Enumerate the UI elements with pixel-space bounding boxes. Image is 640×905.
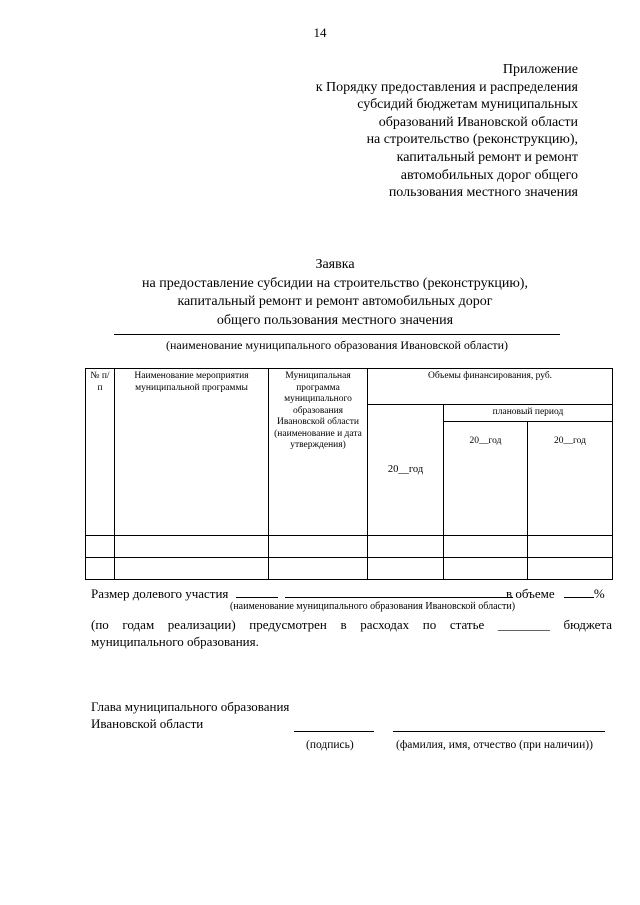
body-word: в xyxy=(340,617,347,632)
body-word: годам xyxy=(122,617,155,632)
header-year-plan-1: 20__год xyxy=(444,421,528,535)
title-line: на предоставление субсидии на строительство (реконструкцию), xyxy=(142,275,528,291)
share-extent xyxy=(506,586,605,602)
full-name-line[interactable] xyxy=(393,731,605,732)
table-row xyxy=(86,535,613,557)
share-municipality-blank[interactable] xyxy=(285,587,513,598)
page-number: 14 xyxy=(313,25,327,40)
appendix-line: пользования местного значения xyxy=(388,185,578,201)
table-cell[interactable] xyxy=(269,557,368,579)
share-percent-blank[interactable] xyxy=(564,587,594,598)
head-title-line: Ивановской области xyxy=(91,716,204,731)
header-event: Наименование мероприятия муниципальной программы xyxy=(115,369,269,536)
body-word: по xyxy=(422,617,437,632)
budget-article-blank[interactable]: ________ xyxy=(497,617,550,632)
appendix-line: субсидий бюджетам муниципальных xyxy=(357,97,578,113)
title-line: общего пользования местного значения xyxy=(216,312,454,328)
appendix-line: Приложение xyxy=(502,62,578,77)
appendix-block xyxy=(316,61,578,202)
appendix-line: капитальный ремонт и ремонт xyxy=(396,149,578,165)
share-extent-label: в объеме xyxy=(506,586,555,601)
signature-line[interactable] xyxy=(294,731,374,732)
body-word: бюджета xyxy=(563,617,613,632)
appendix-line: автомобильных дорог общего xyxy=(400,167,578,183)
table-cell[interactable] xyxy=(115,535,269,557)
table-cell[interactable] xyxy=(444,535,528,557)
body-word: предусмотрен xyxy=(249,617,327,632)
full-name-caption: (фамилия, имя, отчество (при наличии)) xyxy=(396,739,593,751)
funding-table xyxy=(85,368,613,580)
header-planned-period: плановый период xyxy=(444,405,613,422)
share-caption: (наименование муниципального образования Ивановской области) xyxy=(230,601,516,612)
title-line: Заявка xyxy=(315,257,355,272)
body-line-2: муниципального образования. xyxy=(91,634,259,649)
table-cell[interactable] xyxy=(86,535,115,557)
share-line xyxy=(91,586,513,602)
share-label: Размер долевого участия xyxy=(91,586,229,601)
table-cell[interactable] xyxy=(528,535,613,557)
municipality-name-line xyxy=(114,334,560,335)
share-percent-sign: % xyxy=(593,586,605,601)
table-cell[interactable] xyxy=(368,535,444,557)
table-cell[interactable] xyxy=(444,557,528,579)
signature-caption: (подпись) xyxy=(306,739,354,751)
application-title xyxy=(0,256,640,330)
body-justified-line xyxy=(91,615,612,635)
body-word: статье xyxy=(449,617,485,632)
municipality-caption: (наименование муниципального образования Ивановской области) xyxy=(165,338,509,352)
header-number: № п/п xyxy=(86,369,115,536)
table-cell[interactable] xyxy=(115,557,269,579)
appendix-line: образований Ивановской области xyxy=(378,114,578,130)
head-signature-block xyxy=(91,698,289,732)
table-cell[interactable] xyxy=(86,557,115,579)
table-cell[interactable] xyxy=(528,557,613,579)
header-program: Муниципальная программа муниципального образования Ивановской области (наименование и дата утверждения) xyxy=(269,369,368,536)
body-word: (по xyxy=(91,617,109,632)
share-blank-short[interactable] xyxy=(236,587,278,598)
table-row xyxy=(86,557,613,579)
table-cell[interactable] xyxy=(269,535,368,557)
appendix-line: к Порядку предоставления и распределения xyxy=(315,79,578,95)
appendix-line: на строительство (реконструкцию), xyxy=(366,132,578,148)
head-title-line: Глава муниципального образования xyxy=(91,699,290,714)
header-funding: Объемы финансирования, руб. xyxy=(368,369,613,405)
header-year-current: 20__год xyxy=(368,405,444,536)
body-word: реализации) xyxy=(167,617,236,632)
header-year-plan-2: 20__год xyxy=(528,421,613,535)
table-cell[interactable] xyxy=(368,557,444,579)
title-line: капитальный ремонт и ремонт автомобильных дорог xyxy=(177,294,493,309)
body-word: расходах xyxy=(360,617,410,632)
